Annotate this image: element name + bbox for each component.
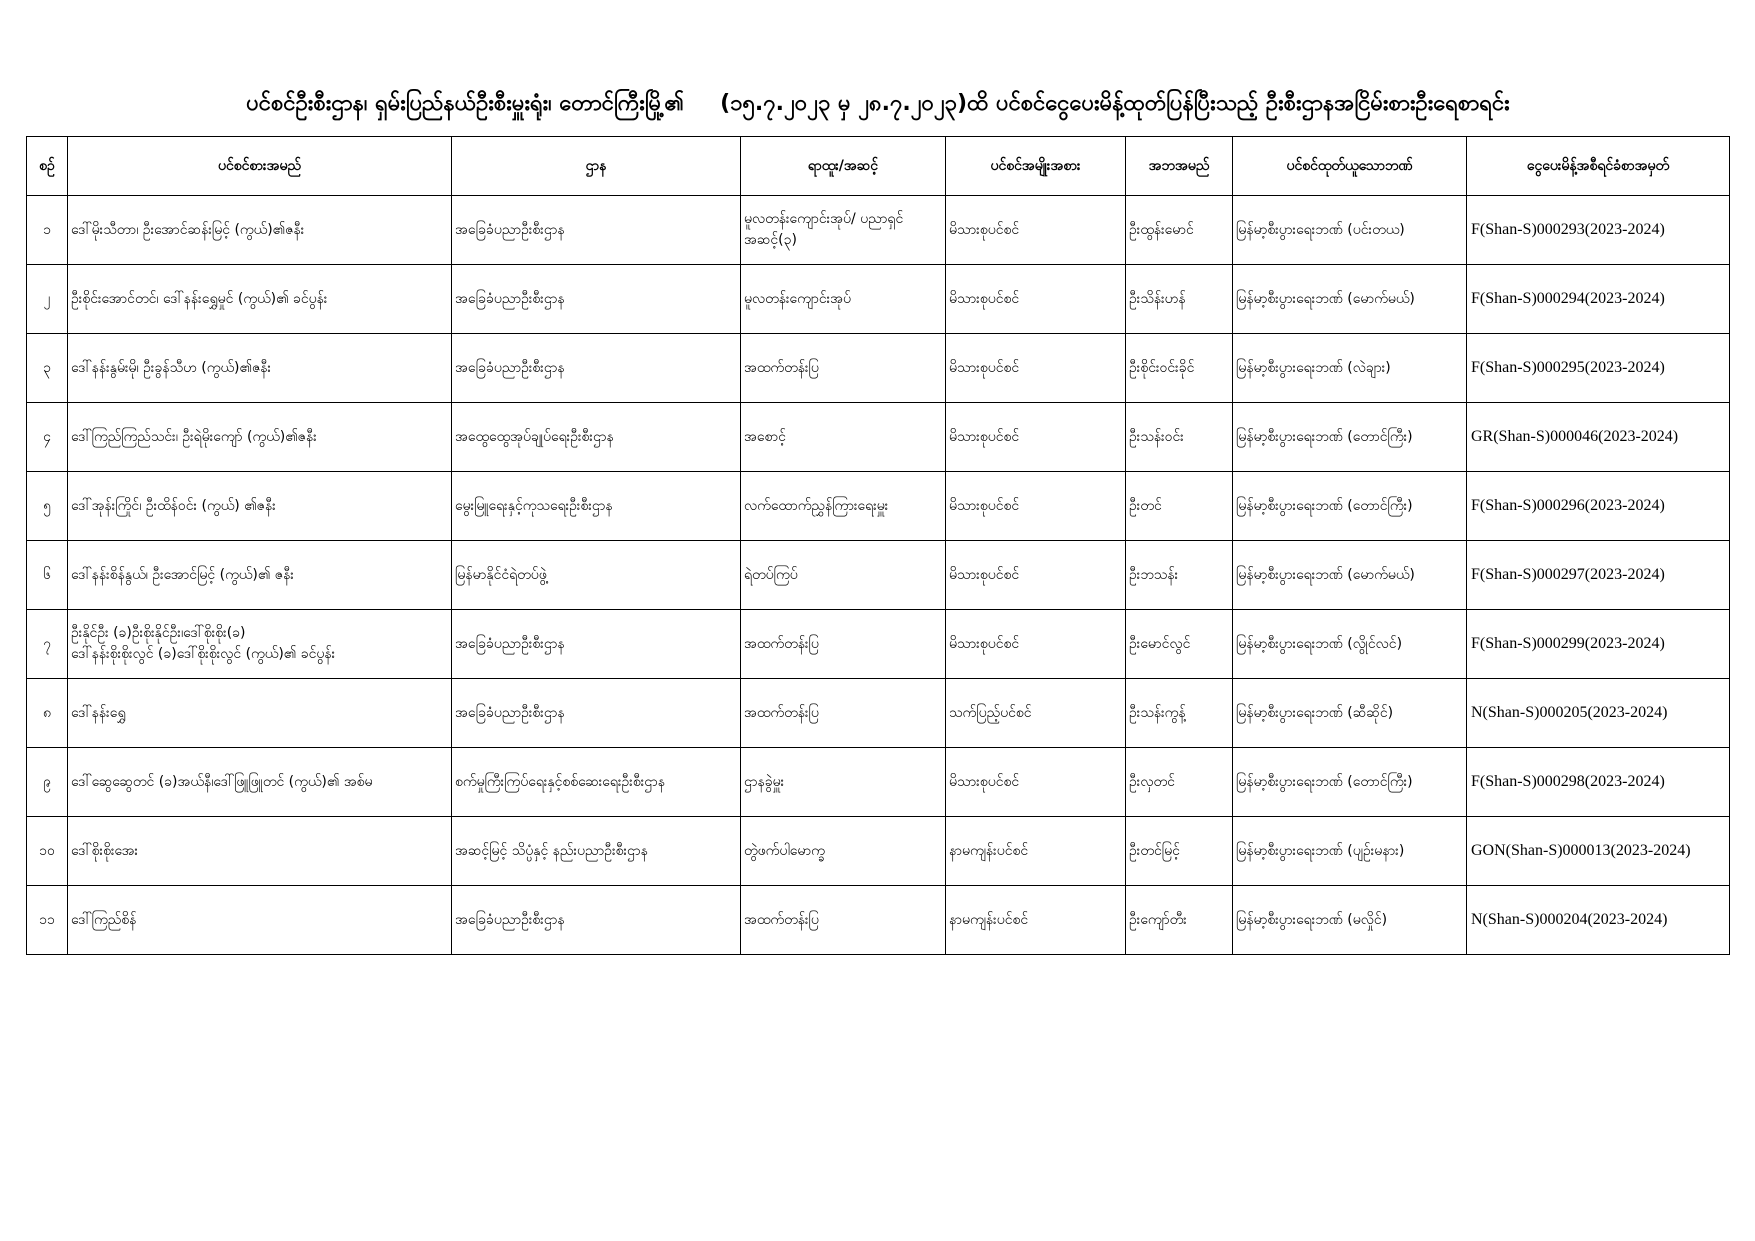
- page-title-office: ပင်စင်ဦးစီးဌာန၊ ရှမ်းပြည်နယ်ဦးစီးမှူးရုံး၊ တောင်ကြီးမြို့၏: [246, 91, 685, 116]
- cell-bank: မြန်မာ့စီးပွားရေးဘဏ် (တောင်ကြီး): [1233, 403, 1467, 472]
- cell-pension-type: နာမကျန်းပင်စင်: [946, 817, 1126, 886]
- cell-name-line-2: ဒေါ်နန်းစိုးစိုးလွင် (ခ)ဒေါ်စိုးစိုးလွင် (ကွယ်)၏ ခင်ပွန်း: [71, 646, 336, 662]
- cell-name: [68, 610, 452, 679]
- table-row: [27, 403, 1730, 472]
- cell-father-name: ဦးမောင်လွင်: [1126, 610, 1233, 679]
- cell-rank: ဌာနခွဲမှူး: [741, 748, 946, 817]
- table-row: [27, 196, 1730, 265]
- cell-name: ဒေါ်နန်းရွှေ: [68, 679, 452, 748]
- col-header-department: ဌာန: [452, 137, 741, 196]
- pension-table: [26, 136, 1730, 955]
- cell-bank: မြန်မာ့စီးပွားရေးဘဏ် (လဲချား): [1233, 334, 1467, 403]
- cell-rank: အထက်တန်းပြ: [741, 334, 946, 403]
- cell-name: ဒေါ်စိုးစိုးအေး: [68, 817, 452, 886]
- cell-bank: မြန်မာ့စီးပွားရေးဘဏ် (ပင်းတယ): [1233, 196, 1467, 265]
- cell-pension-type: နာမကျန်းပင်စင်: [946, 886, 1126, 955]
- cell-pension-type: မိသားစုပင်စင်: [946, 610, 1126, 679]
- cell-license-no: F(Shan-S)000295(2023-2024): [1467, 334, 1730, 403]
- cell-bank: မြန်မာ့စီးပွားရေးဘဏ် (မောက်မယ်): [1233, 265, 1467, 334]
- cell-bank: မြန်မာ့စီးပွားရေးဘဏ် (မောက်မယ်): [1233, 541, 1467, 610]
- cell-department: အထွေထွေအုပ်ချုပ်ရေးဦးစီးဌာန: [452, 403, 741, 472]
- cell-pension-type: မိသားစုပင်စင်: [946, 748, 1126, 817]
- cell-pension-type: မိသားစုပင်စင်: [946, 541, 1126, 610]
- cell-license-no: F(Shan-S)000299(2023-2024): [1467, 610, 1730, 679]
- cell-no: ၁၀: [27, 817, 68, 886]
- cell-license-no: F(Shan-S)000293(2023-2024): [1467, 196, 1730, 265]
- cell-father-name: ဦးဘသန်း: [1126, 541, 1233, 610]
- col-header-rank: ရာထူး/အဆင့်: [741, 137, 946, 196]
- cell-license-no: GR(Shan-S)000046(2023-2024): [1467, 403, 1730, 472]
- cell-name: ဒေါ်နန်းနွမ်းမို၊ ဦးခွန်သီဟ (ကွယ်)၏ဇနီး: [68, 334, 452, 403]
- cell-name: ဒေါ်ကြည်စိန်: [68, 886, 452, 955]
- cell-license-no: F(Shan-S)000298(2023-2024): [1467, 748, 1730, 817]
- cell-name: ဦးစိုင်းအောင်တင်၊ ဒေါ်နန်းရွှေမှုင် (ကွယ်)၏ ခင်ပွန်း: [68, 265, 452, 334]
- cell-department: စက်မှုကြီးကြပ်ရေးနှင့်စစ်ဆေးရေးဦးစီးဌာန: [452, 748, 741, 817]
- cell-license-no: F(Shan-S)000296(2023-2024): [1467, 472, 1730, 541]
- cell-name-line-1: ဦးနိုင်ဦး (ခ)ဦးစိုးနိုင်ဦး၊ဒေါ်စိုးစိုး(ခ): [71, 625, 246, 641]
- table-row: [27, 886, 1730, 955]
- cell-bank: မြန်မာ့စီးပွားရေးဘဏ် (တောင်ကြီး): [1233, 748, 1467, 817]
- cell-bank: မြန်မာ့စီးပွားရေးဘဏ် (ဆီဆိုင်): [1233, 679, 1467, 748]
- page-title-subject: (၁၅.၇.၂၀၂၃ မှ ၂၈.၇.၂၀၂၃)ထိ ပင်စင်ငွေပေးမိန့်ထုတ်ပြန်ပြီးသည့် ဦးစီးဌာနအငြိမ်းစားဦးရေစာရင်း: [720, 91, 1510, 116]
- cell-department: အဆင့်မြင့် သိပ္ပံနှင့် နည်းပညာဦးစီးဌာန: [452, 817, 741, 886]
- cell-name: ဒေါ်နန်းစိန်နွယ်၊ ဦးအောင်မြင့် (ကွယ်)၏ ဇနီး: [68, 541, 452, 610]
- cell-no: ၈: [27, 679, 68, 748]
- cell-no: ၁၁: [27, 886, 68, 955]
- table-row: [27, 334, 1730, 403]
- cell-father-name: ဦးသန်းဝင်း: [1126, 403, 1233, 472]
- table-header-row: [27, 137, 1730, 196]
- cell-pension-type: မိသားစုပင်စင်: [946, 196, 1126, 265]
- cell-no: ၇: [27, 610, 68, 679]
- cell-department: အခြေခံပညာဦးစီးဌာန: [452, 679, 741, 748]
- cell-name: ဒေါ်ဆွေဆွေတင် (ခ)အယ်နီ၊ဒေါ်ဖြူဖြူတင် (ကွယ်)၏ အစ်မ: [68, 748, 452, 817]
- cell-pension-type: မိသားစုပင်စင်: [946, 334, 1126, 403]
- table-row: [27, 472, 1730, 541]
- cell-no: ၅: [27, 472, 68, 541]
- cell-pension-type: မိသားစုပင်စင်: [946, 265, 1126, 334]
- table-row: [27, 748, 1730, 817]
- cell-father-name: ဦးကျော်တီး: [1126, 886, 1233, 955]
- col-header-bank: ပင်စင်ထုတ်ယူသောဘဏ်: [1233, 137, 1467, 196]
- cell-pension-type: မိသားစုပင်စင်: [946, 403, 1126, 472]
- col-header-pension-type: ပင်စင်အမျိုးအစား: [946, 137, 1126, 196]
- cell-rank: မူလတန်းကျောင်းအုပ်: [741, 265, 946, 334]
- cell-department: အခြေခံပညာဦးစီးဌာန: [452, 886, 741, 955]
- cell-department: မြန်မာနိုင်ငံရဲတပ်ဖွဲ့: [452, 541, 741, 610]
- cell-rank: အထက်တန်းပြ: [741, 886, 946, 955]
- cell-department: အခြေခံပညာဦးစီးဌာန: [452, 610, 741, 679]
- cell-no: ၄: [27, 403, 68, 472]
- cell-rank: အစောင့်: [741, 403, 946, 472]
- cell-name: ဒေါ်မိုးသီတာ၊ ဦးအောင်ဆန်းမြင့် (ကွယ်)၏ဇနီး: [68, 196, 452, 265]
- cell-no: ၂: [27, 265, 68, 334]
- cell-father-name: ဦးတင်မြင့်: [1126, 817, 1233, 886]
- cell-father-name: ဦးတင်: [1126, 472, 1233, 541]
- cell-bank: မြန်မာ့စီးပွားရေးဘဏ် (မလှိုင်): [1233, 886, 1467, 955]
- cell-father-name: ဦးသန်းကွန့်: [1126, 679, 1233, 748]
- cell-rank: မူလတန်းကျောင်းအုပ်/ ပညာရှင်အဆင့်(၃): [741, 196, 946, 265]
- cell-father-name: ဦးစိုင်းဝင်းခိုင်: [1126, 334, 1233, 403]
- cell-department: မွေးမြူရေးနှင့်ကုသရေးဦးစီးဌာန: [452, 472, 741, 541]
- cell-bank: မြန်မာ့စီးပွားရေးဘဏ် (လွိုင်လင်): [1233, 610, 1467, 679]
- table-row: [27, 610, 1730, 679]
- cell-pension-type: မိသားစုပင်စင်: [946, 472, 1126, 541]
- table-row: [27, 541, 1730, 610]
- cell-department: အခြေခံပညာဦးစီးဌာန: [452, 265, 741, 334]
- cell-license-no: GON(Shan-S)000013(2023-2024): [1467, 817, 1730, 886]
- cell-bank: မြန်မာ့စီးပွားရေးဘဏ် (ပျဉ်းမနား): [1233, 817, 1467, 886]
- cell-no: ၉: [27, 748, 68, 817]
- col-header-name: ပင်စင်စားအမည်: [68, 137, 452, 196]
- cell-father-name: ဦးသိန်းဟန်: [1126, 265, 1233, 334]
- cell-rank: ရဲတပ်ကြပ်: [741, 541, 946, 610]
- cell-license-no: N(Shan-S)000204(2023-2024): [1467, 886, 1730, 955]
- cell-license-no: N(Shan-S)000205(2023-2024): [1467, 679, 1730, 748]
- cell-bank: မြန်မာ့စီးပွားရေးဘဏ် (တောင်ကြီး): [1233, 472, 1467, 541]
- cell-department: အခြေခံပညာဦးစီးဌာန: [452, 196, 741, 265]
- col-header-father-name: အဘအမည်: [1126, 137, 1233, 196]
- cell-father-name: ဦးထွန်းမောင်: [1126, 196, 1233, 265]
- col-header-license-no: ငွေပေးမိန့်အစီရင်ခံစာအမှတ်: [1467, 137, 1730, 196]
- cell-no: ၁: [27, 196, 68, 265]
- cell-rank: တွဲဖက်ပါမောက္ခ: [741, 817, 946, 886]
- page-title: [26, 88, 1730, 121]
- table-row: [27, 265, 1730, 334]
- cell-name: ဒေါ်အုန်းကြိုင်၊ ဦးထိန်ဝင်း (ကွယ်) ၏ဇနီး: [68, 472, 452, 541]
- cell-rank: လက်ထောက်ညွှန်ကြားရေးမှူး: [741, 472, 946, 541]
- cell-father-name: ဦးလှတင်: [1126, 748, 1233, 817]
- cell-license-no: F(Shan-S)000294(2023-2024): [1467, 265, 1730, 334]
- cell-license-no: F(Shan-S)000297(2023-2024): [1467, 541, 1730, 610]
- col-header-no: စဉ်: [27, 137, 68, 196]
- cell-name: ဒေါ်ကြည်ကြည်သင်း၊ ဦးရဲမိုးကျော် (ကွယ်)၏ဇနီး: [68, 403, 452, 472]
- cell-no: ၆: [27, 541, 68, 610]
- cell-rank: အထက်တန်းပြ: [741, 679, 946, 748]
- table-row: [27, 817, 1730, 886]
- table-row: [27, 679, 1730, 748]
- cell-pension-type: သက်ပြည့်ပင်စင်: [946, 679, 1126, 748]
- cell-no: ၃: [27, 334, 68, 403]
- cell-rank: အထက်တန်းပြ: [741, 610, 946, 679]
- cell-department: အခြေခံပညာဦးစီးဌာန: [452, 334, 741, 403]
